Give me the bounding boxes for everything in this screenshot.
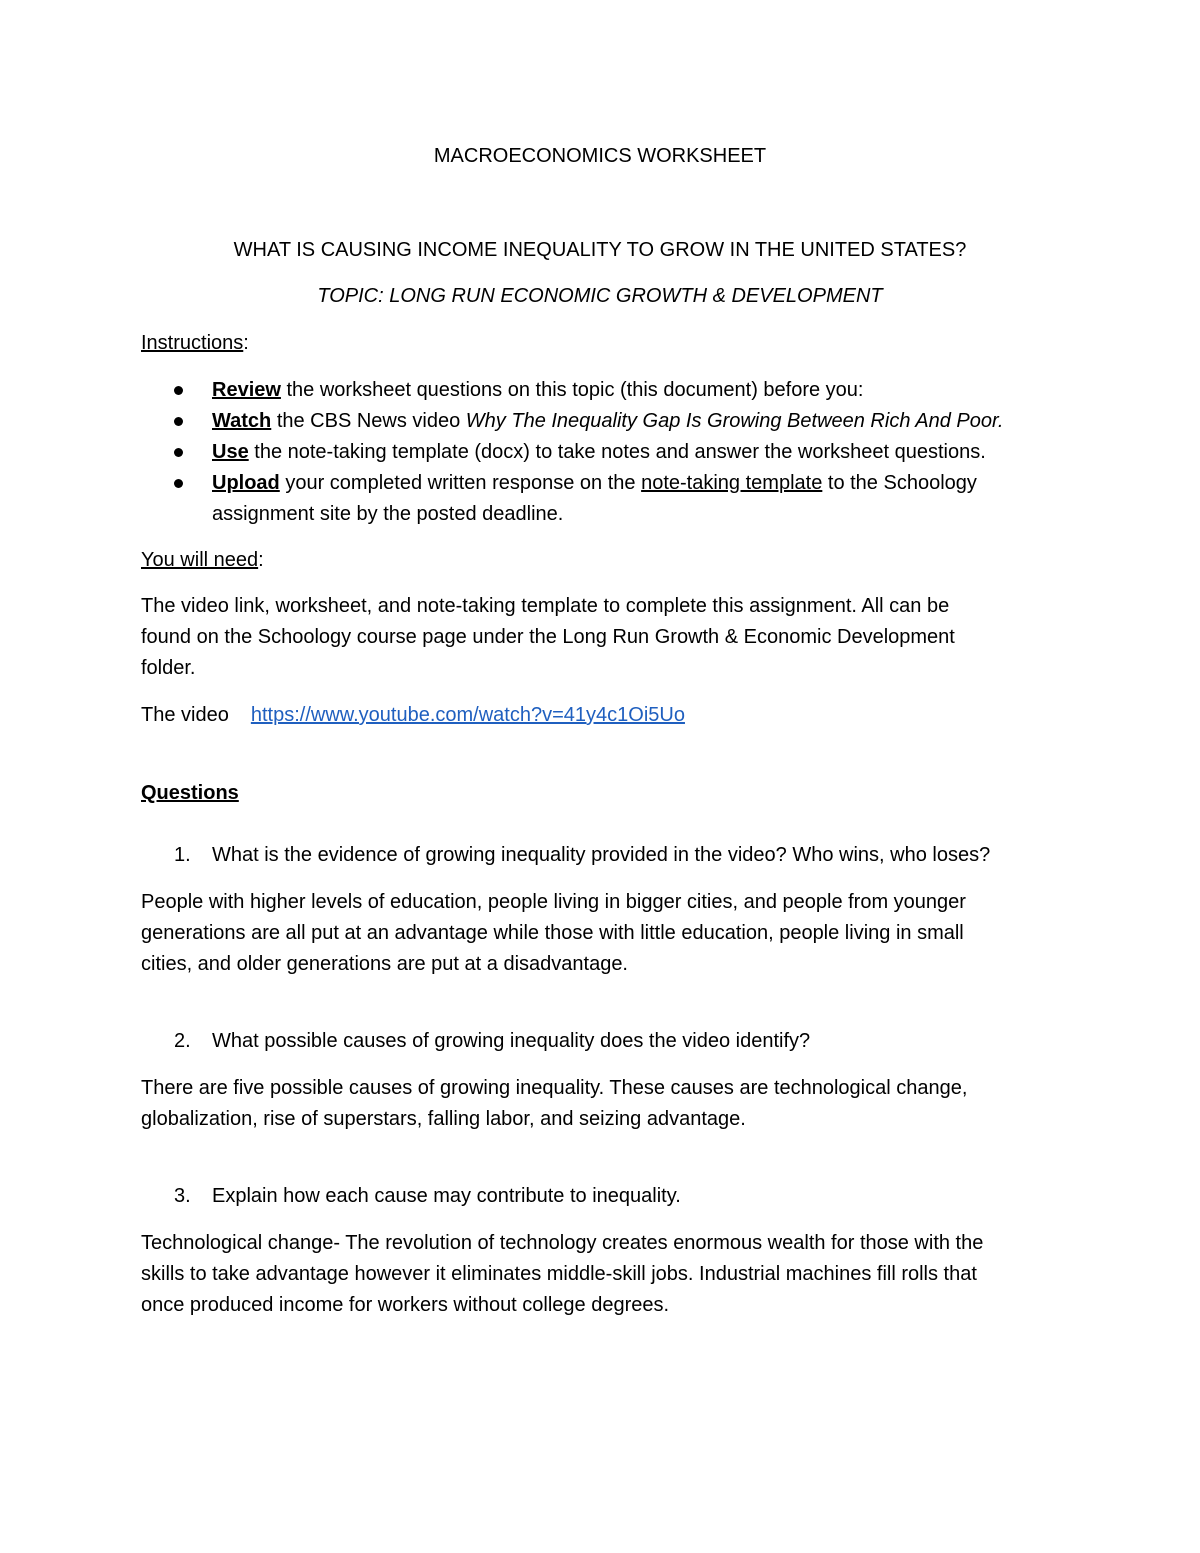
- instruction-item-use: [212, 438, 986, 466]
- worksheet-title: MACROECONOMICS WORKSHEET: [433, 145, 767, 167]
- questions-heading: Questions: [141, 782, 239, 804]
- question-2: What possible causes of growing inequality does the video identify?: [212, 1030, 811, 1052]
- note-taking-template-reference: note-taking template: [641, 472, 823, 494]
- instruction-text: the note-taking template (docx) to take notes and answer the worksheet questions.: [248, 441, 986, 463]
- instruction-item-watch: [212, 407, 1003, 435]
- answer-3-line: once produced income for workers without college degrees.: [141, 1294, 670, 1316]
- video-label: The video: [141, 704, 229, 726]
- instruction-key: Upload: [212, 472, 280, 494]
- question-3: Explain how each cause may contribute to inequality.: [212, 1185, 681, 1207]
- topic-line: TOPIC: LONG RUN ECONOMIC GROWTH & DEVELOPMENT: [317, 285, 883, 307]
- you-will-need-heading-text: You will need: [141, 549, 259, 571]
- instruction-item-upload-continued: assignment site by the posted deadline.: [212, 503, 564, 525]
- answer-3-line: Technological change- The revolution of technology creates enormous wealth for those with the: [141, 1232, 984, 1254]
- instruction-text: your completed written response on the: [279, 472, 642, 494]
- main-question-heading: WHAT IS CAUSING INCOME INEQUALITY TO GROW IN THE UNITED STATES?: [233, 239, 967, 261]
- question-1: What is the evidence of growing inequality provided in the video? Who wins, who loses?: [212, 844, 991, 866]
- instructions-heading: [141, 329, 249, 357]
- video-title: Why The Inequality Gap Is Growing Between Rich And Poor.: [465, 410, 1004, 432]
- instruction-text: the CBS News video: [271, 410, 466, 432]
- question-number: 2.: [174, 1030, 191, 1052]
- need-paragraph-line: The video link, worksheet, and note-taking template to complete this assignment. All can be: [141, 595, 950, 617]
- instruction-key: Watch: [212, 410, 272, 432]
- question-number: 1.: [174, 844, 191, 866]
- instruction-key: Use: [212, 441, 249, 463]
- instruction-text: the worksheet questions on this topic (this document) before you:: [280, 379, 864, 401]
- bullet-icon: [174, 386, 186, 398]
- instructions-heading-text: Instructions: [141, 332, 244, 354]
- video-link-line: [141, 701, 685, 729]
- instruction-item-upload: [212, 469, 977, 497]
- need-paragraph-line: found on the Schoology course page under the Long Run Growth & Economic Development: [141, 626, 955, 648]
- instruction-text: to the Schoology: [822, 472, 977, 494]
- bullet-icon: [174, 417, 186, 429]
- answer-1-line: cities, and older generations are put at a disadvantage.: [141, 953, 628, 975]
- bullet-icon: [174, 479, 186, 491]
- you-will-need-heading: [141, 546, 264, 574]
- answer-1-line: People with higher levels of education, people living in bigger cities, and people from younger: [141, 891, 966, 913]
- instruction-key: Review: [212, 379, 281, 401]
- you-will-need-heading-colon: :: [258, 549, 264, 571]
- need-paragraph-line: folder.: [141, 657, 196, 679]
- answer-2-line: There are five possible causes of growing inequality. These causes are technological change,: [141, 1077, 968, 1099]
- answer-3-line: skills to take advantage however it eliminates middle-skill jobs. Industrial machines fill rolls that: [141, 1263, 977, 1285]
- answer-1-line: generations are all put at an advantage while those with little education, people living in small: [141, 922, 964, 944]
- question-number: 3.: [174, 1185, 191, 1207]
- instructions-heading-colon: :: [243, 332, 249, 354]
- answer-2-line: globalization, rise of superstars, falling labor, and seizing advantage.: [141, 1108, 746, 1130]
- instruction-item-review: [212, 376, 863, 404]
- bullet-icon: [174, 448, 186, 460]
- video-link[interactable]: https://www.youtube.com/watch?v=41y4c1Oi5Uo: [250, 704, 685, 726]
